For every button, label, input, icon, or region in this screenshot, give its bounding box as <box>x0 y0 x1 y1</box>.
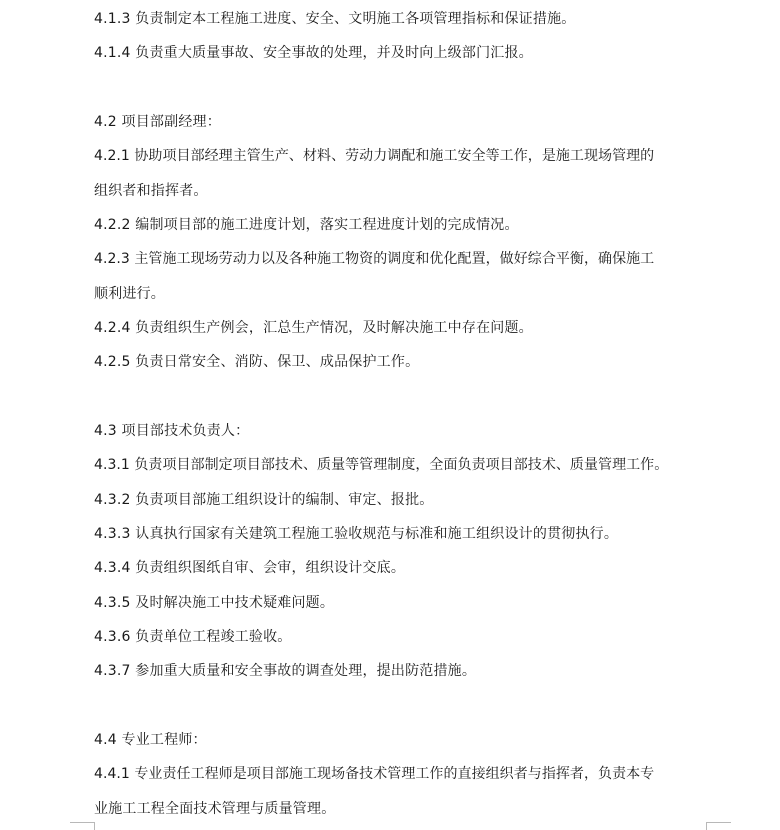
text-line-4-1-3: 4.1.3 负责制定本工程施工进度、安全、文明施工各项管理指标和保证措施。 <box>94 11 576 27</box>
text-line-4-2-5: 4.2.5 负责日常安全、消防、保卫、成品保护工作。 <box>94 354 420 370</box>
text-line-4-2-3-continued: 顺利进行。 <box>94 286 165 302</box>
text-line-4-2-1: 4.2.1 协助项目部经理主管生产、材料、劳动力调配和施工安全等工作，是施工现场管理的 <box>94 148 655 164</box>
text-line-4-2-3: 4.2.3 主管施工现场劳动力以及各种施工物资的调度和优化配置，做好综合平衡，确保施工 <box>94 251 655 267</box>
text-line-4-2-2: 4.2.2 编制项目部的施工进度计划，落实工程进度计划的完成情况。 <box>94 217 519 233</box>
text-line-4-1-4: 4.1.4 负责重大质量事故、安全事故的处理，并及时向上级部门汇报。 <box>94 45 533 61</box>
text-line-4-2-1-continued: 组织者和指挥者。 <box>94 183 208 199</box>
text-line-4-4-1-continued: 业施工工程全面技术管理与质量管理。 <box>94 801 336 817</box>
text-line-4-3-4: 4.3.4 负责组织图纸自审、会审，组织设计交底。 <box>94 560 406 576</box>
section-heading-4-3: 4.3 项目部技术负责人： <box>94 423 250 439</box>
text-line-4-3-6: 4.3.6 负责单位工程竣工验收。 <box>94 629 292 645</box>
text-line-4-3-2: 4.3.2 负责项目部施工组织设计的编制、审定、报批。 <box>94 492 434 508</box>
section-heading-4-2: 4.2 项目部副经理： <box>94 114 221 130</box>
text-line-4-3-7: 4.3.7 参加重大质量和安全事故的调查处理，提出防范措施。 <box>94 663 477 679</box>
text-line-4-3-3: 4.3.3 认真执行国家有关建筑工程施工验收规范与标准和施工组织设计的贯彻执行。 <box>94 526 619 542</box>
text-line-4-4-1: 4.4.1 专业责任工程师是项目部施工现场备技术管理工作的直接组织者与指挥者，负责本专 <box>94 766 655 782</box>
text-line-4-3-1: 4.3.1 负责项目部制定项目部技术、质量等管理制度，全面负责项目部技术、质量管理工作。 <box>94 457 669 473</box>
section-heading-4-4: 4.4 专业工程师： <box>94 732 207 748</box>
text-line-4-3-5: 4.3.5 及时解决施工中技术疑难问题。 <box>94 595 335 611</box>
text-line-4-2-4: 4.2.4 负责组织生产例会，汇总生产情况，及时解决施工中存在问题。 <box>94 320 533 336</box>
